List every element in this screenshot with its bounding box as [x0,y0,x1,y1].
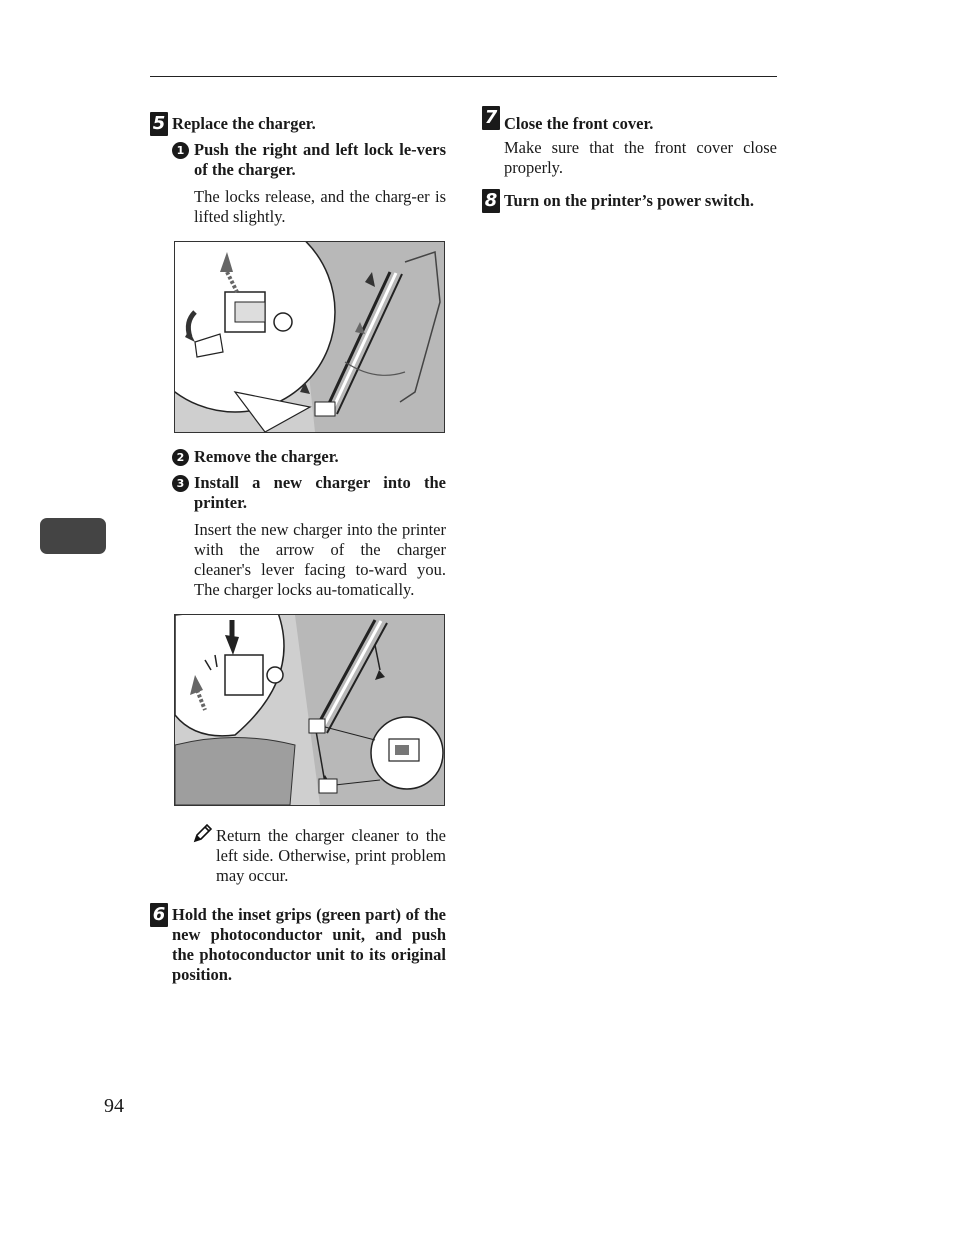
substep-2 [150,447,446,467]
substep-2-title: Remove the charger. [194,446,339,466]
step-number-5: 5 [150,112,168,136]
substep-3-title: Install a new charger into the printer. [194,472,446,512]
substep-number-3: 3 [172,475,189,492]
page-number: 94 [104,1095,124,1117]
header-rule [150,76,777,77]
chapter-tab [40,518,106,554]
step-5-title: Replace the charger. [172,114,316,133]
right-column [482,104,777,211]
step-8-title: Turn on the printer’s power switch. [504,190,754,210]
substep-number-2: 2 [172,449,189,466]
substep-1-text: The locks release, and the charg-er is lifted slightly. [194,187,446,227]
note-text: Return the charger cleaner to the left side. Otherwise, print problem may occur. [216,825,446,886]
left-column [150,112,446,985]
step-8 [482,189,777,211]
step-7 [482,104,777,134]
pencil-note-icon [192,822,214,844]
substep-3 [150,473,446,513]
illustration-release-locks [174,241,445,433]
note-block [150,826,446,887]
step-6 [150,903,446,985]
step-number-8: 8 [482,189,500,213]
illustration-install-charger [174,614,445,806]
substep-3-text: Insert the new charger into the printer with the arrow of the charger cleaner's lever facing to-ward you. The charger locks au-tomatically. [194,519,446,600]
step-5 [150,112,446,134]
substep-number-1: 1 [172,142,189,159]
step-6-title: Hold the inset grips (green part) of the new photoconductor unit, and push the photoconductor unit to its original position. [172,904,446,984]
step-number-6: 6 [150,903,168,927]
step-7-text: Make sure that the front cover close properly. [504,138,777,178]
step-number-7: 7 [482,106,500,130]
step-7-title: Close the front cover. [504,114,654,133]
substep-1 [150,140,446,180]
substep-1-title: Push the right and left lock le-vers of the charger. [194,140,446,179]
